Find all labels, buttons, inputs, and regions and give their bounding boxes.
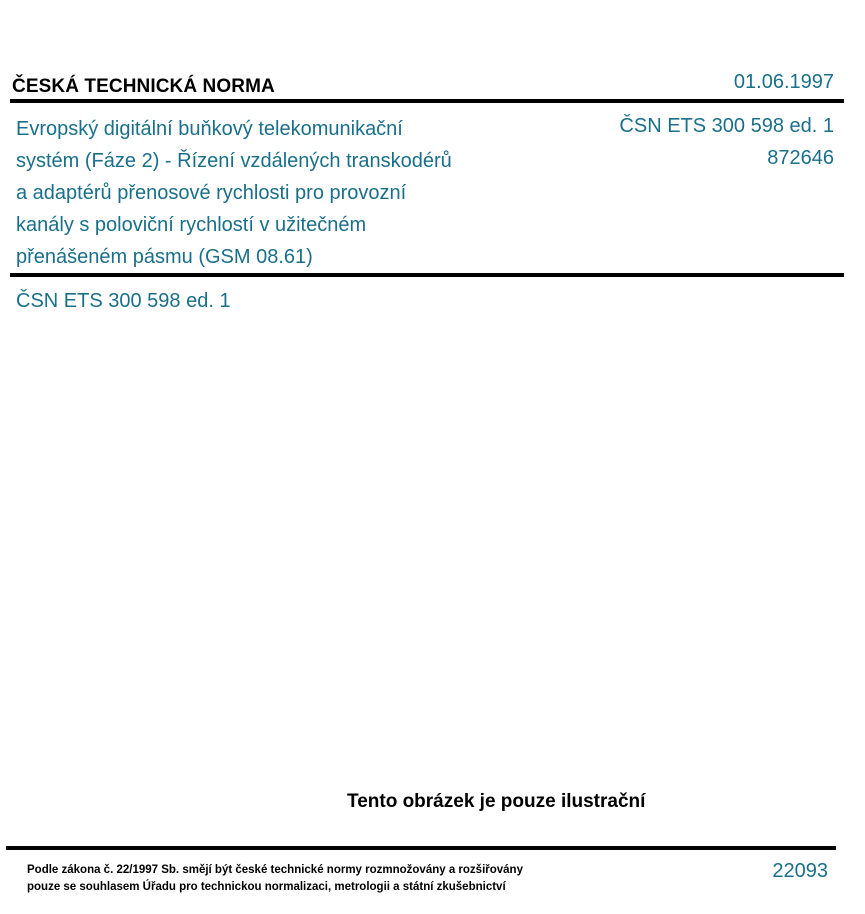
standard-designation: ČSN ETS 300 598 ed. 1	[16, 290, 231, 312]
legal-notice	[27, 862, 523, 896]
legal-notice-line: Podle zákona č. 22/1997 Sb. smějí být české technické normy rozmnožovány a rozšiřovány	[27, 864, 523, 876]
standard-number: ČSN ETS 300 598 ed. 1	[619, 115, 834, 137]
standard-title-line: Evropský digitální buňkový telekomunikační	[16, 118, 403, 140]
standard-title-line: a adaptérů přenosové rychlosti pro provozní	[16, 182, 407, 204]
footer-divider	[6, 846, 836, 850]
standard-title-line: systém (Fáze 2) - Řízení vzdálených transkodérů	[16, 150, 452, 172]
title-divider	[10, 273, 844, 277]
issue-date: 01.06.1997	[733, 71, 834, 93]
catalog-number: 872646	[767, 147, 834, 169]
standard-title-line: kanály s poloviční rychlostí v užitečném	[16, 214, 367, 236]
header-title: ČESKÁ TECHNICKÁ NORMA	[12, 76, 275, 97]
illustration-note: Tento obrázek je pouze ilustrační	[347, 791, 646, 812]
legal-notice-line: pouze se souhlasem Úřadu pro technickou normalizaci, metrologii a státní zkušebnictví	[27, 881, 506, 893]
header-divider	[10, 99, 844, 103]
standard-title-line: přenášeném pásmu (GSM 08.61)	[16, 246, 313, 268]
standard-title	[16, 113, 516, 273]
footer-number: 22093	[772, 860, 828, 882]
